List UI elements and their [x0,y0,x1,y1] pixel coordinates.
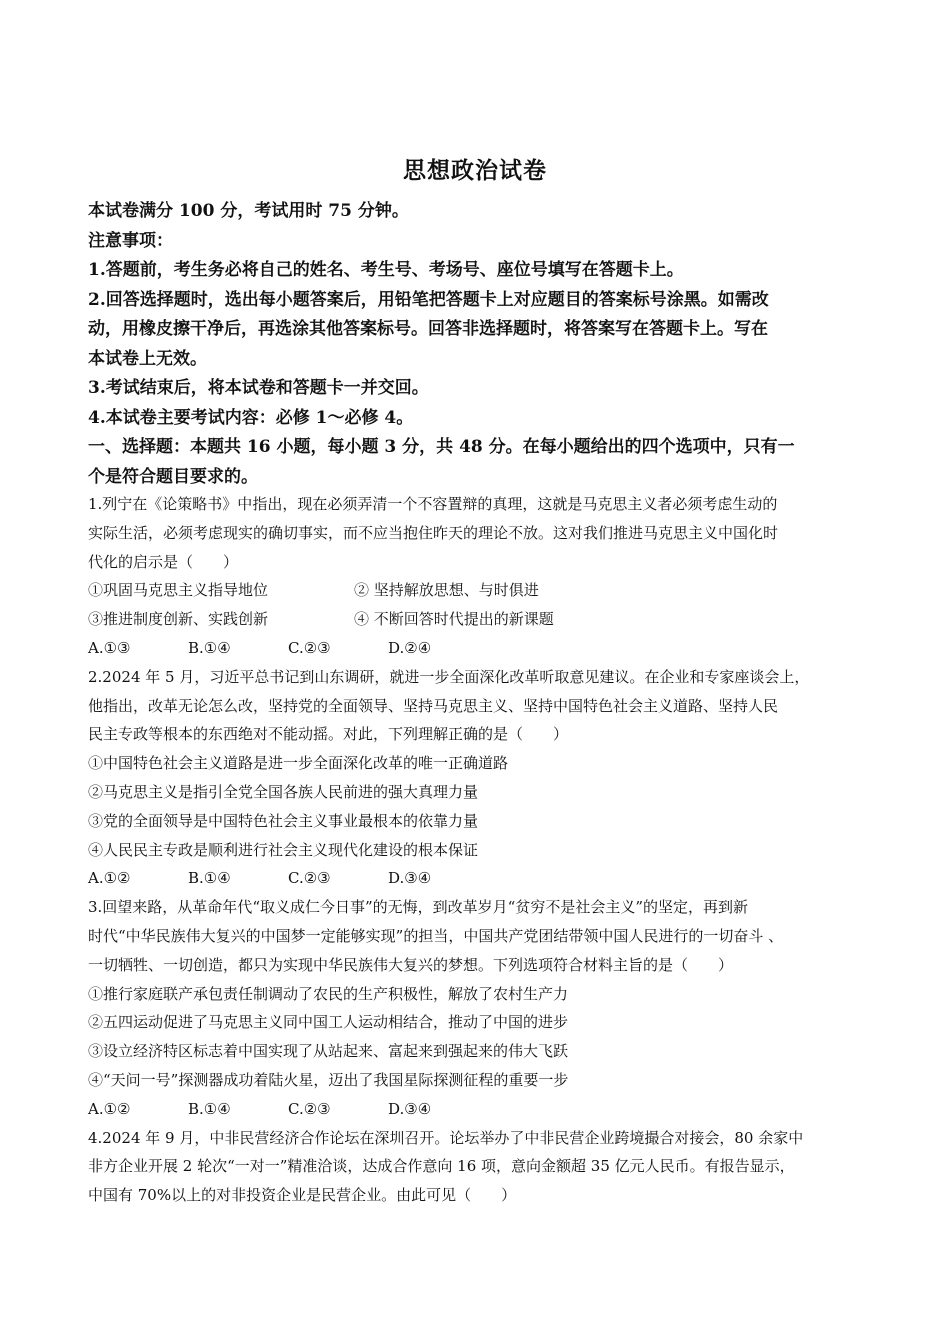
q1-option-2: ② 坚持解放思想、与时俱进 [354,581,539,600]
q3-stem-line-1: 3.回望来路，从革命年代“取义成仁今日事”的无悔，到改革岁月“贫穷不是社会主义”的坚定，再到新 [88,898,748,917]
q2-option-3: ③党的全面领导是中国特色社会主义事业最根本的依靠力量 [88,811,479,830]
q1-answer-choices [88,634,876,663]
q1-options-row-1 [88,576,876,605]
note-1: 1.答题前，考生务必将自己的姓名、考生号、考场号、座位号填写在答题卡上。 [88,260,684,280]
q2-stem-line-1: 2.2024 年 5 月，习近平总书记到山东调研，就进一步全面深化改革听取意见建议。在企业和专家座谈会上， [88,667,810,686]
note-3: 3.考试结束后，将本试卷和答题卡一并交回。 [88,378,429,398]
question-list [88,490,876,1210]
note-4: 4.本试卷主要考试内容：必修 1～必修 4。 [88,407,414,428]
q4-stem-line-2: 非方企业开展 2 轮次“一对一”精准洽谈，达成合作意向 16 项，意向金额超 35 亿元人民币。有报告显示， [88,1157,795,1176]
q3-option-3: ③设立经济特区标志着中国实现了从站起来、富起来到强起来的伟大飞跃 [88,1042,569,1061]
q2-answer-choices [88,864,876,893]
exam-score-info: 本试卷满分 100 分，考试用时 75 分钟。 [88,201,409,221]
q2-choice-c: C.②③ [288,869,331,888]
q3-option-4: ④“天问一号”探测器成功着陆火星，迈出了我国星际探测征程的重要一步 [88,1070,569,1089]
q3-option-2: ②五四运动促进了马克思主义同中国工人运动相结合，推动了中国的进步 [88,1013,569,1032]
q4-stem-line-3: 中国有 70%以上的对非投资企业是民营企业。由此可见（ ） [88,1186,517,1205]
q2-choice-a: A.①② [88,869,131,888]
q1-choice-b: B.①④ [188,638,231,657]
q1-stem-line-3: 代化的启示是（ ） [88,552,239,571]
q2-option-1: ①中国特色社会主义道路是进一步全面深化改革的唯一正确道路 [88,754,509,773]
q1-option-3: ③推进制度创新、实践创新 [88,610,269,629]
q1-choice-a: A.①③ [88,638,131,657]
q1-stem-line-1: 1.列宁在《论策略书》中指出，现在必须弄清一个不容置辩的真理，这就是马克思主义者必须考虑生动的 [88,495,778,513]
q3-choice-b: B.①④ [188,1099,231,1118]
q3-stem-line-3: 一切牺牲、一切创造，都只为实现中华民族伟大复兴的梦想。下列选项符合材料主旨的是（ ） [88,955,734,974]
page-title: 思想政治试卷 [403,157,547,184]
section-heading-line-1: 一、选择题：本题共 16 小题，每小题 3 分，共 48 分。在每小题给出的四个选项中，只有一 [88,437,795,457]
q2-option-4: ④人民民主专政是顺利进行社会主义现代化建设的根本保证 [88,840,479,859]
q4-stem-line-1: 4.2024 年 9 月，中非民营经济合作论坛在深圳召开。论坛举办了中非民营企业跨境撮合对接会，80 余家中 [88,1128,804,1147]
q3-choice-c: C.②③ [288,1099,331,1118]
q3-answer-choices [88,1095,876,1124]
q1-choice-c: C.②③ [288,638,331,657]
q1-option-1: ①巩固马克思主义指导地位 [88,581,269,600]
q2-stem-line-3: 民主专政等根本的东西绝对不能动摇。对此，下列理解正确的是（ ） [88,725,569,744]
q1-options-row-2 [88,605,876,634]
note-2-line-1: 2.回答选择题时，选出每小题答案后，用铅笔把答题卡上对应题目的答案标号涂黑。如需改 [88,289,769,310]
q3-choice-a: A.①② [88,1099,131,1118]
q1-stem-line-2: 实际生活，必须考虑现实的确切事实，而不应当抱住昨天的理论不放。这对我们推进马克思主义中国化时 [88,523,779,542]
q1-choice-d: D.②④ [388,638,432,657]
q2-option-2: ②马克思主义是指引全党全国各族人民前进的强大真理力量 [88,782,479,801]
note-2-line-2: 动，用橡皮擦干净后，再选涂其他答案标号。回答非选择题时，将答案写在答题卡上。写在 [88,319,768,339]
q3-stem-line-2: 时代“中华民族伟大复兴的中国梦一定能够实现”的担当，中国共产党团结带领中国人民进行的一切奋斗 、 [88,926,784,945]
notes-heading: 注意事项： [88,230,173,251]
q2-stem-line-2: 他指出，改革无论怎么改，坚持党的全面领导、坚持马克思主义、坚持中国特色社会主义道路、坚持人民 [88,696,779,715]
q3-option-1: ①推行家庭联产承包责任制调动了农民的生产积极性，解放了农村生产力 [88,984,569,1003]
q2-choice-b: B.①④ [188,869,231,888]
note-2-line-3: 本试卷上无效。 [88,348,207,369]
q3-choice-d: D.③④ [388,1099,432,1118]
exam-instructions [88,197,868,492]
q2-choice-d: D.③④ [388,869,432,888]
section-heading-line-2: 个是符合题目要求的。 [88,466,258,487]
q1-option-4: ④ 不断回答时代提出的新课题 [354,610,554,629]
